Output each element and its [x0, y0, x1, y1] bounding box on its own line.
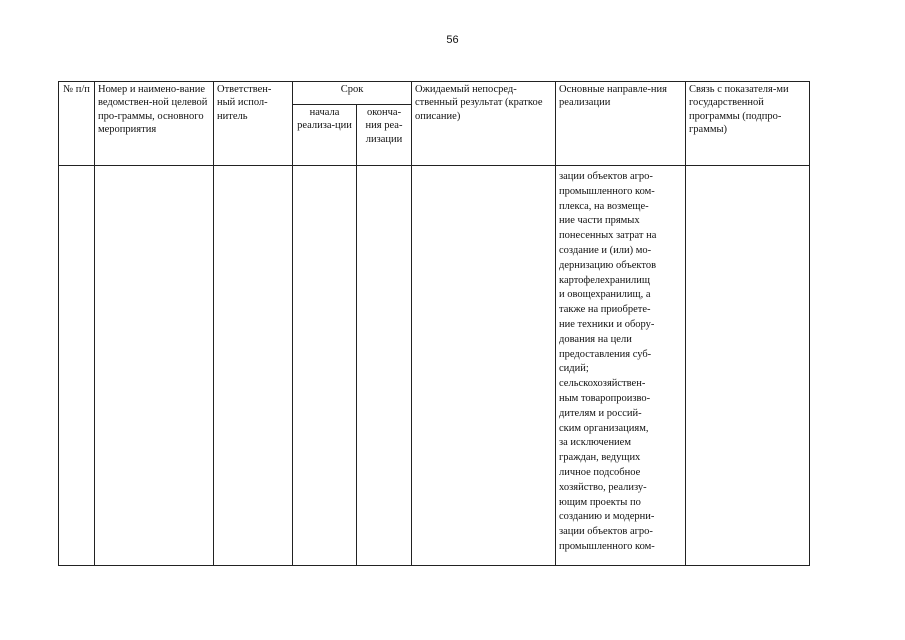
cell-responsible [214, 166, 293, 566]
header-link: Связь с показателя-ми государственной программы (подпро-граммы) [686, 82, 810, 166]
cell-name [95, 166, 214, 566]
header-term-start: начала реализа-ции [293, 105, 357, 166]
table-row [59, 166, 810, 566]
header-directions: Основные направле-ния реализации [556, 82, 686, 166]
cell-link [686, 166, 810, 566]
cell-term-end [357, 166, 412, 566]
header-term: Срок [293, 82, 412, 105]
header-responsible: Ответствен-ный испол-нитель [214, 82, 293, 166]
header-name: Номер и наимено-вание ведомствен-ной целевой про-граммы, основного мероприятия [95, 82, 214, 166]
cell-num [59, 166, 95, 566]
program-table [58, 81, 810, 566]
header-term-end: оконча-ния реа-лизации [357, 105, 412, 166]
cell-result [412, 166, 556, 566]
header-row [59, 82, 810, 105]
cell-term-start [293, 166, 357, 566]
cell-directions: зации объектов агро- промышленного ком- плекса, на возмеще- ние части прямых понесенных затрат на создание и (или) мо- дернизацию объектов картофелехранилищ и овощехранилищ, а также на приобрете- ние техники и обору- дования на цели предоставления суб- сидий; сельскохозяйствен- ным товаропроизво- дителям и россий- ским организациям, за исключением граждан, ведущих личное подсобное хозяйство, реализу- ющим проекты по созданию и модерни- зации объектов агро- промышленного ком- [556, 166, 686, 566]
header-num: № п/п [59, 82, 95, 166]
header-result: Ожидаемый непосред-ственный результат (краткое описание) [412, 82, 556, 166]
page-number: 56 [446, 34, 459, 46]
